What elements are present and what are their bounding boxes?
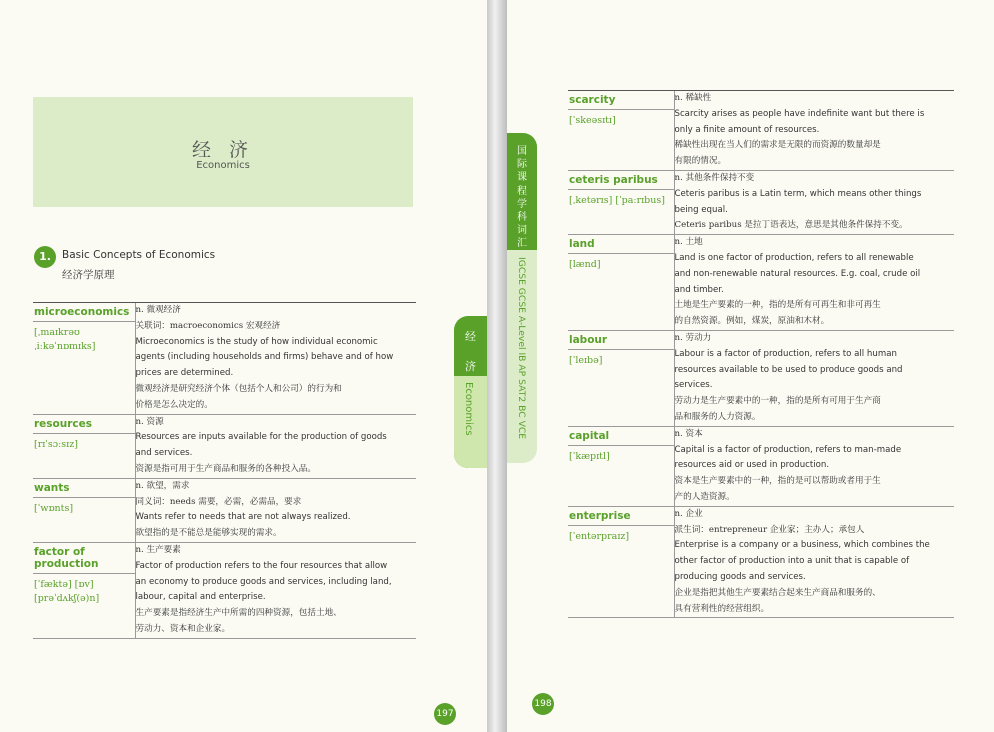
- definition-cell: [135, 542, 416, 638]
- definition-line: 具有营利性的经营组织。: [674, 603, 770, 614]
- definition-line: Microeconomics is the study of how individual economic: [135, 336, 378, 347]
- term-phonetic: [ˈwɒnts]: [34, 502, 74, 514]
- glossary-row: [568, 330, 954, 426]
- definition-cell: [674, 506, 954, 618]
- definition-line: an economy to produce goods and services, including land,: [135, 576, 392, 587]
- definition-line: Land is one factor of production, refers to all renewable: [674, 252, 914, 263]
- glossary-row: [33, 414, 416, 478]
- side-tab-char-2: 济: [465, 360, 476, 373]
- definition-cell: [135, 478, 416, 542]
- definition-line: 资源是指可用于生产商品和服务的各种投入品。: [135, 463, 316, 474]
- term-cell: [568, 91, 674, 170]
- definition-line: 劳动力、资本和企业家。: [135, 623, 231, 634]
- term-cell: [568, 330, 674, 426]
- definition-line: 派生词：entrepreneur 企业家；主办人；承包人: [674, 524, 865, 535]
- term-cell: [568, 506, 674, 618]
- curriculum-side-tab-en: IGCSE GCSE A-Level IB AP SAT2 BC VCE: [516, 257, 527, 440]
- term-cell: [33, 542, 135, 638]
- chapter-subtitle: Economics: [196, 160, 250, 171]
- definition-line: Factor of production refers to the four resources that allow: [135, 560, 388, 571]
- term-cell: [33, 303, 135, 414]
- definition-line: Ceteris paribus is a Latin term, which means other things: [674, 188, 922, 199]
- glossary-table-left: [33, 303, 416, 639]
- term-word: factor of production: [33, 543, 135, 574]
- definition-line: n. 其他条件保持不变: [674, 172, 755, 183]
- glossary-row: [33, 542, 416, 638]
- definition-line: 稀缺性出现在当人们的需求是无限的而资源的数量却是: [674, 140, 881, 151]
- definition-line: services.: [674, 380, 713, 391]
- chapter-title: 经 济: [191, 139, 255, 161]
- definition-line: Resources are inputs available for the production of goods: [135, 432, 387, 443]
- definition-line: 品和服务的人力资源。: [674, 411, 761, 422]
- term-phonetic: ˌiːkəˈnɒmɪks]: [34, 341, 96, 352]
- term-word: capital: [568, 427, 674, 446]
- term-phonetic: [rɪˈsɔːsɪz]: [34, 438, 78, 450]
- term-word: enterprise: [568, 507, 674, 526]
- definition-line: only a finite amount of resources.: [674, 124, 820, 135]
- term-phonetic: [prəˈdʌkʃ(ə)n]: [34, 592, 100, 604]
- definition-line: 生产要素是指经济生产中所需的四种资源，包括土地、: [135, 608, 342, 619]
- definition-line: 资本是生产要素中的一种，指的是可以帮助或者用于生: [674, 476, 881, 487]
- term-word: land: [568, 235, 674, 254]
- definition-cell: [674, 330, 954, 426]
- glossary-row: [568, 170, 954, 234]
- glossary-row: [33, 303, 416, 414]
- economics-side-tab-label: [454, 376, 487, 468]
- definition-cell: [674, 235, 954, 331]
- definition-line: n. 生产要素: [135, 544, 181, 555]
- side-tab-label-en: Economics: [463, 382, 474, 436]
- definition-cell: [674, 426, 954, 506]
- curriculum-side-tab-zh: 国际课程学科词汇: [517, 146, 527, 250]
- definition-line: n. 资本: [674, 428, 703, 439]
- section-number-badge: 1.: [34, 246, 56, 268]
- definition-line: being equal.: [674, 204, 728, 215]
- glossary-row: [568, 426, 954, 506]
- definition-line: 价格是怎么决定的。: [135, 399, 213, 410]
- term-phonetic: [lænd]: [569, 259, 601, 271]
- definition-line: 有限的情况。: [674, 156, 727, 167]
- definition-cell: [674, 170, 954, 234]
- definition-line: and non-renewable natural resources. E.g. coal, crude oil: [674, 268, 921, 279]
- definition-line: 的自然资源。例如，煤炭，原油和木材。: [674, 316, 830, 327]
- chapter-banner: [33, 97, 413, 207]
- definition-line: n. 土地: [674, 237, 703, 248]
- definition-line: Wants refer to needs that are not always realized.: [135, 512, 351, 523]
- term-cell: [568, 170, 674, 234]
- glossary-row: [568, 506, 954, 618]
- right-page: [507, 0, 994, 732]
- term-phonetic: [ˈskeəsɪtɪ]: [569, 115, 616, 126]
- term-phonetic: [ˈleɪbə]: [569, 354, 603, 366]
- definition-line: prices are determined.: [135, 368, 234, 379]
- term-phonetic: [ˌmaɪkrəʊ: [34, 327, 80, 338]
- definition-line: 欲望指的是不能总是能够实现的需求。: [135, 528, 282, 539]
- definition-cell: [135, 303, 416, 414]
- term-cell: [568, 235, 674, 331]
- definition-line: 劳动力是生产要素中的一种，指的是所有可用于生产商: [674, 396, 881, 407]
- definition-cell: [135, 414, 416, 478]
- definition-line: 同义词：needs 需要，必需，必需品，要求: [135, 496, 302, 507]
- definition-line: 土地是生产要素的一种，指的是所有可再生和非可再生: [674, 300, 881, 311]
- term-word: resources: [33, 415, 135, 434]
- definition-line: and services.: [135, 448, 193, 459]
- term-word: ceteris paribus: [568, 171, 674, 190]
- definition-line: n. 劳动力: [674, 332, 712, 343]
- definition-line: labour, capital and enterprise.: [135, 592, 266, 603]
- definition-cell: [674, 91, 954, 170]
- definition-line: resources available to be used to produce goods and: [674, 364, 903, 375]
- definition-line: n. 稀缺性: [674, 93, 712, 103]
- definition-line: n. 欲望，需求: [135, 480, 190, 491]
- term-word: microeconomics: [33, 303, 135, 322]
- left-page: [0, 0, 487, 732]
- definition-line: producing goods and services.: [674, 571, 806, 582]
- definition-line: other factor of production into a unit that is capable of: [674, 556, 910, 567]
- definition-line: 产的人造资源。: [674, 491, 735, 502]
- glossary-row: [33, 478, 416, 542]
- term-word: scarcity: [568, 91, 674, 110]
- glossary-table-right: [568, 91, 954, 618]
- page-number-right: 198: [532, 693, 554, 715]
- page-number-left: 197: [434, 703, 456, 725]
- section-title-zh: 经济学原理: [62, 269, 115, 281]
- book-gutter: [487, 0, 507, 732]
- definition-line: Enterprise is a company or a business, which combines the: [674, 540, 930, 551]
- term-phonetic: [ˌketərɪs] [ˈpaːrɪbus]: [569, 194, 665, 206]
- definition-line: agents (including households and firms) behave and of how: [135, 352, 394, 363]
- glossary-row: [568, 91, 954, 170]
- definition-line: n. 微观经济: [135, 305, 181, 315]
- term-phonetic: [ˈentərpraɪz]: [569, 530, 630, 542]
- definition-line: Scarcity arises as people have indefinite want but there is: [674, 108, 925, 119]
- side-tab-char-1: 经: [465, 330, 476, 343]
- term-cell: [33, 478, 135, 542]
- glossary-row: [568, 235, 954, 331]
- term-cell: [33, 414, 135, 478]
- definition-line: Capital is a factor of production, refers to man-made: [674, 444, 902, 455]
- definition-line: and timber.: [674, 284, 724, 295]
- section-title-en: Basic Concepts of Economics: [62, 249, 216, 261]
- term-word: labour: [568, 331, 674, 350]
- definition-line: resources aid or used in production.: [674, 460, 830, 471]
- definition-line: 微观经济是研究经济个体（包括个人和公司）的行为和: [135, 383, 342, 394]
- definition-line: Ceteris paribus 是拉丁语表达，意思是其他条件保持不变。: [674, 220, 908, 231]
- definition-line: n. 资源: [135, 416, 164, 427]
- definition-line: 企业是指把其他生产要素结合起来生产商品和服务的、: [674, 587, 881, 598]
- definition-line: Labour is a factor of production, refers to all human: [674, 348, 897, 359]
- term-cell: [568, 426, 674, 506]
- term-phonetic: [ˈfæktə] [ɒv]: [34, 578, 94, 590]
- curriculum-side-tab: [507, 133, 537, 463]
- definition-line: n. 企业: [674, 508, 703, 519]
- term-word: wants: [33, 479, 135, 498]
- term-phonetic: [ˈkæpɪtl]: [569, 450, 610, 462]
- definition-line: 关联词：macroeconomics 宏观经济: [135, 320, 281, 331]
